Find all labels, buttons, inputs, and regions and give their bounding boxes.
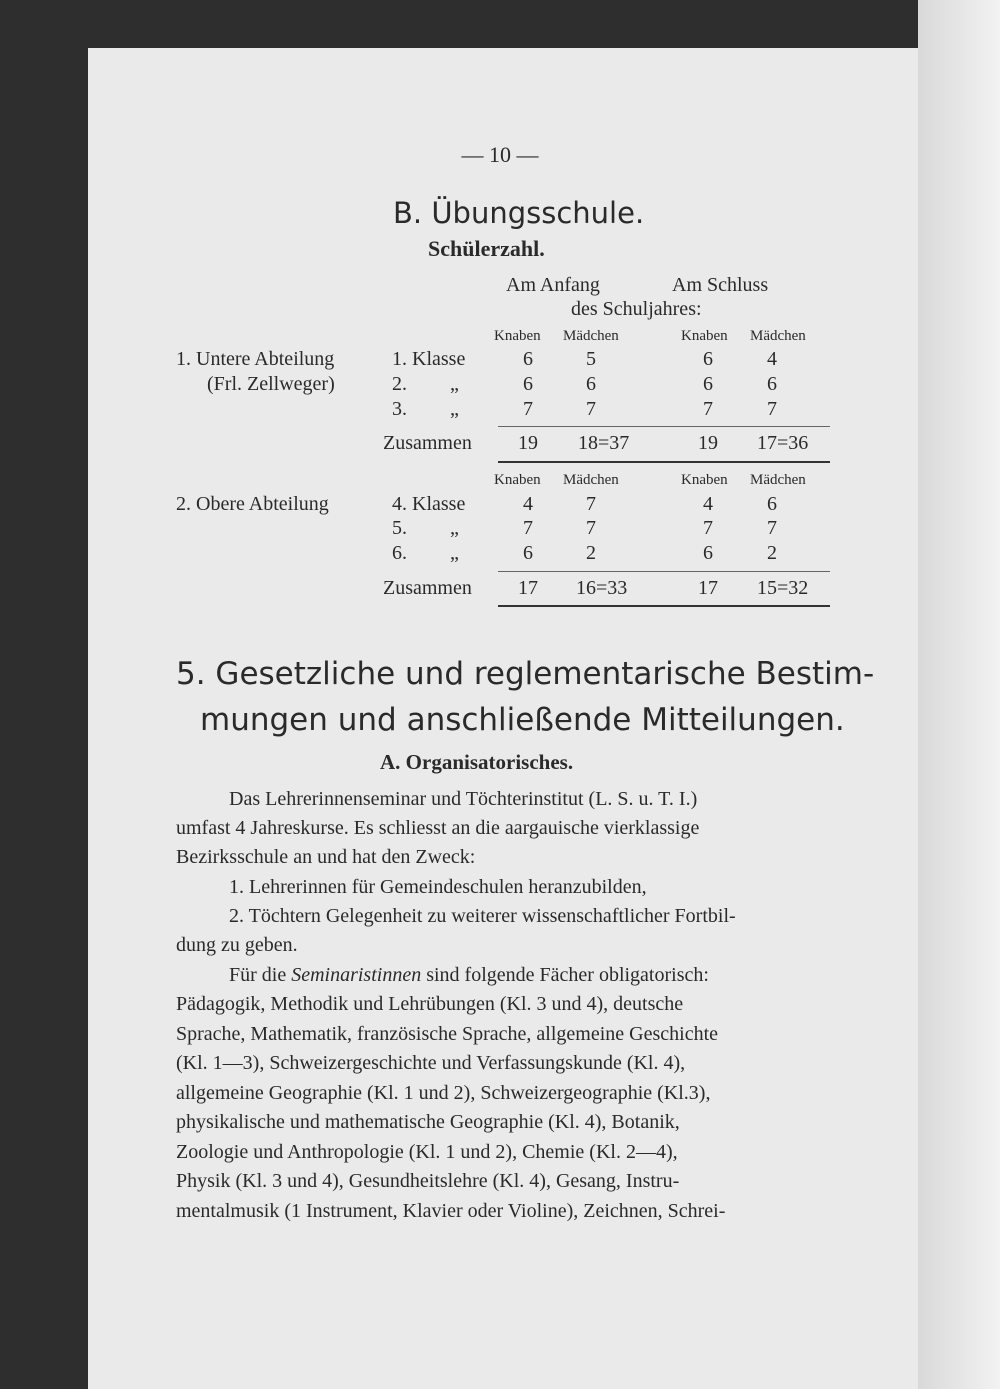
col-header: Knaben bbox=[681, 472, 728, 488]
text-line: Zoologie und Anthropologie (Kl. 1 und 2), Chemie (Kl. 2—4), bbox=[176, 1141, 678, 1163]
page-number: — 10 — bbox=[461, 142, 539, 167]
cell: 7 bbox=[523, 398, 533, 420]
cell: 6 bbox=[703, 348, 713, 370]
cell: 6 bbox=[523, 542, 533, 564]
page-edge bbox=[918, 0, 1000, 1389]
text-line: 2. Töchtern Gelegenheit zu weiterer wissenschaftlicher Fortbil- bbox=[229, 905, 736, 927]
section-b-title: B. Übungsschule. bbox=[393, 196, 645, 230]
text-line: Bezirksschule an und hat den Zweck: bbox=[176, 846, 476, 868]
emphasis-text: Seminaristinnen bbox=[291, 964, 422, 986]
cell: 6 bbox=[703, 542, 713, 564]
ditto-mark: „ bbox=[450, 517, 459, 539]
total-label: Zusammen bbox=[383, 432, 472, 454]
cell: 7 bbox=[767, 398, 777, 420]
col-header: Mädchen bbox=[750, 328, 806, 344]
total-cell: 19 bbox=[698, 432, 718, 454]
text-line: Das Lehrerinnenseminar und Töchterinstitut (L. S. u. T. I.) bbox=[229, 788, 698, 810]
text-line: (Kl. 1—3), Schweizergeschichte und Verfassungskunde (Kl. 4), bbox=[176, 1052, 686, 1074]
text-line: Physik (Kl. 3 und 4), Gesundheitslehre (Kl. 4), Gesang, Instru- bbox=[176, 1170, 680, 1192]
section5-title-line1: 5. Gesetzliche und reglementarische Bestim- bbox=[176, 656, 875, 692]
text-line: Sprache, Mathematik, französische Sprache, allgemeine Geschichte bbox=[176, 1023, 719, 1045]
cell: 7 bbox=[767, 517, 777, 539]
ditto-mark: „ bbox=[450, 542, 459, 564]
section-b-subtitle: Schülerzahl. bbox=[428, 236, 545, 261]
text-line: mentalmusik (1 Instrument, Klavier oder Violine), Zeichnen, Schrei- bbox=[176, 1200, 726, 1222]
cell: 6 bbox=[523, 348, 533, 370]
cell: 5 bbox=[586, 348, 596, 370]
total-cell: 18=37 bbox=[578, 432, 630, 454]
col-header: Knaben bbox=[681, 328, 728, 344]
divider bbox=[498, 571, 830, 572]
total-cell: 19 bbox=[518, 432, 538, 454]
col-header: Mädchen bbox=[563, 472, 619, 488]
header-end: Am Schluss bbox=[672, 274, 769, 296]
cell: 7 bbox=[586, 517, 596, 539]
ditto-mark: „ bbox=[450, 398, 459, 420]
total-cell: 15=32 bbox=[757, 577, 809, 599]
row-klasse: 1. Klasse bbox=[392, 348, 466, 370]
ditto-mark: „ bbox=[450, 373, 459, 395]
total-cell: 17 bbox=[518, 577, 538, 599]
divider bbox=[498, 605, 830, 607]
col-header: Mädchen bbox=[750, 472, 806, 488]
cell: 4 bbox=[523, 493, 533, 515]
col-header: Knaben bbox=[494, 472, 541, 488]
cell: 2 bbox=[586, 542, 596, 564]
header-start: Am Anfang bbox=[506, 274, 600, 296]
cell: 6 bbox=[767, 373, 777, 395]
col-header: Knaben bbox=[494, 328, 541, 344]
cell: 6 bbox=[523, 373, 533, 395]
row-klasse: 5. bbox=[392, 517, 407, 539]
cell: 7 bbox=[586, 493, 596, 515]
total-label: Zusammen bbox=[383, 577, 472, 599]
total-cell: 17=36 bbox=[757, 432, 809, 454]
cell: 6 bbox=[767, 493, 777, 515]
text-line: dung zu geben. bbox=[176, 934, 298, 956]
header-year: des Schuljahres: bbox=[571, 298, 702, 320]
section5-subtitle: A. Organisatorisches. bbox=[380, 750, 574, 774]
group1-label: 1. Untere Abteilung bbox=[176, 348, 335, 370]
col-header: Mädchen bbox=[563, 328, 619, 344]
group1-teacher: (Frl. Zellweger) bbox=[207, 373, 335, 395]
cell: 6 bbox=[586, 373, 596, 395]
cell: 7 bbox=[703, 398, 713, 420]
text-fragment: Für die bbox=[229, 964, 292, 986]
row-klasse: 6. bbox=[392, 542, 407, 564]
text-line: 1. Lehrerinnen für Gemeindeschulen heranzubilden, bbox=[229, 876, 647, 898]
cell: 4 bbox=[703, 493, 713, 515]
text-line: Pädagogik, Methodik und Lehrübungen (Kl. 3 und 4), deutsche bbox=[176, 993, 684, 1015]
cell: 7 bbox=[703, 517, 713, 539]
row-klasse: 2. bbox=[392, 373, 407, 395]
text-line: allgemeine Geographie (Kl. 1 und 2), Schweizergeographie (Kl.3), bbox=[176, 1082, 711, 1104]
row-klasse: 4. Klasse bbox=[392, 493, 466, 515]
total-cell: 17 bbox=[698, 577, 718, 599]
cell: 7 bbox=[523, 517, 533, 539]
section5-title-line2: mungen und anschließende Mitteilungen. bbox=[200, 702, 845, 738]
group2-label: 2. Obere Abteilung bbox=[176, 493, 329, 515]
divider bbox=[498, 426, 830, 427]
text-line: umfast 4 Jahreskurse. Es schliesst an die aargauische vierklassige bbox=[176, 817, 700, 839]
text-line: physikalische und mathematische Geographie (Kl. 4), Botanik, bbox=[176, 1111, 680, 1133]
cell: 6 bbox=[703, 373, 713, 395]
row-klasse: 3. bbox=[392, 398, 407, 420]
divider bbox=[498, 461, 830, 463]
text-fragment: sind folgende Fächer obligatorisch: bbox=[421, 964, 709, 986]
cell: 4 bbox=[767, 348, 777, 370]
cell: 7 bbox=[586, 398, 596, 420]
cell: 2 bbox=[767, 542, 777, 564]
text-line bbox=[229, 964, 709, 987]
total-cell: 16=33 bbox=[576, 577, 628, 599]
